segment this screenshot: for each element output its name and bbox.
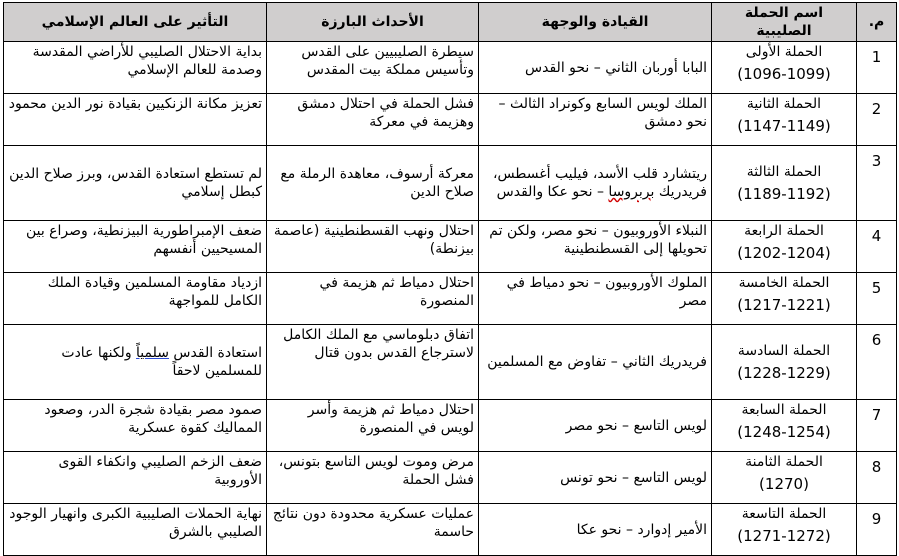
row-index: 2 <box>857 94 897 146</box>
crusade-name: الحملة التاسعة <box>741 506 827 522</box>
table-row <box>4 325 897 400</box>
leadership-cell: النبلاء الأوروبيون – نحو مصر، ولكن تم تحويلها إلى القسطنطينية <box>479 221 712 273</box>
table-row <box>4 504 897 556</box>
crusade-name-cell <box>712 42 857 94</box>
table-row <box>4 400 897 452</box>
impact-cell <box>4 325 267 400</box>
impact-cell: لم تستطع استعادة القدس، وبرز صلاح الدين كبطل إسلامي <box>4 146 267 221</box>
table-row <box>4 452 897 504</box>
table-row <box>4 273 897 325</box>
crusade-name-cell <box>712 400 857 452</box>
events-cell: مرض وموت لويس التاسع بتونس، فشل الحملة <box>267 452 479 504</box>
crusade-name: الحملة السادسة <box>737 343 831 359</box>
crusade-dates: (1189-1192) <box>737 185 831 203</box>
row-index: 6 <box>857 325 897 400</box>
events-cell: سيطرة الصليبيين على القدس وتأسيس مملكة بيت المقدس <box>267 42 479 94</box>
crusades-table <box>3 2 897 556</box>
impact-cell: صمود مصر بقيادة شجرة الدر، وصعود المماليك كقوة عسكرية <box>4 400 267 452</box>
leadership-cell: لويس التاسع – نحو مصر <box>479 400 712 452</box>
leadership-cell: الملك لويس السابع وكونراد الثالث – نحو دمشق <box>479 94 712 146</box>
events-cell: احتلال دمياط ثم هزيمة في المنصورة <box>267 273 479 325</box>
crusade-name: الحملة الثانية <box>746 96 822 112</box>
events-cell: عمليات عسكرية محدودة دون نتائج حاسمة <box>267 504 479 556</box>
leadership-cell: لويس التاسع – نحو تونس <box>479 452 712 504</box>
crusade-dates: (1270) <box>759 475 809 493</box>
leadership-cell: فريدريك الثاني – تفاوض مع المسلمين <box>479 325 712 400</box>
events-cell: فشل الحملة في احتلال دمشق وهزيمة في معركة <box>267 94 479 146</box>
crusade-dates: (1271-1272) <box>737 527 831 545</box>
crusade-name-cell <box>712 452 857 504</box>
crusade-dates: (1217-1221) <box>737 296 831 314</box>
impact-text-part: استعادة القدس <box>168 345 262 361</box>
table-row <box>4 221 897 273</box>
crusade-dates: (1228-1229) <box>737 364 831 382</box>
crusade-dates: (1202-1204) <box>737 244 831 262</box>
events-cell: معركة أرسوف، معاهدة الرملة مع صلاح الدين <box>267 146 479 221</box>
crusade-name: الحملة الرابعة <box>744 223 824 239</box>
table-row <box>4 146 897 221</box>
crusade-name: الحملة السابعة <box>741 402 827 418</box>
crusade-name-cell <box>712 325 857 400</box>
leadership-cell: الأمير إدوارد – نحو عكا <box>479 504 712 556</box>
spellcheck-word: بربروسا <box>608 184 655 200</box>
header-impact: التأثير على العالم الإسلامي <box>4 3 267 42</box>
impact-text-part: ولكنها عادت للمسلمين لاحقاً <box>61 345 262 379</box>
crusade-name: الحملة الأولى <box>745 44 823 60</box>
crusades-table-container <box>3 2 896 556</box>
impact-cell: نهاية الحملات الصليبية الكبرى وانهيار الوجود الصليبي بالشرق <box>4 504 267 556</box>
row-index: 7 <box>857 400 897 452</box>
crusade-name-cell <box>712 146 857 221</box>
leadership-text-part: – نحو عكا والقدس <box>496 184 609 200</box>
crusade-name-cell <box>712 94 857 146</box>
leadership-text-part: ريتشارد قلب الأسد، فيليب أغسطس، فريدريك <box>492 166 707 200</box>
leadership-cell <box>479 146 712 221</box>
header-row <box>4 3 897 42</box>
row-index: 9 <box>857 504 897 556</box>
row-index: 8 <box>857 452 897 504</box>
row-index: 5 <box>857 273 897 325</box>
header-events: الأحداث البارزة <box>267 3 479 42</box>
impact-cell: ازدياد مقاومة المسلمين وقيادة الملك الكامل للمواجهة <box>4 273 267 325</box>
table-row <box>4 94 897 146</box>
impact-cell: ضعف الزخم الصليبي وانكفاء القوى الأوروبية <box>4 452 267 504</box>
events-cell: احتلال دمياط ثم هزيمة وأسر لويس في المنصورة <box>267 400 479 452</box>
crusade-name-cell <box>712 273 857 325</box>
crusade-name: الحملة الثالثة <box>746 164 822 180</box>
leadership-cell: الملوك الأوروبيون – نحو دمياط في مصر <box>479 273 712 325</box>
leadership-cell: البابا أوربان الثاني – نحو القدس <box>479 42 712 94</box>
row-index: 4 <box>857 221 897 273</box>
events-cell: اتفاق دبلوماسي مع الملك الكامل لاسترجاع القدس بدون قتال <box>267 325 479 400</box>
spellcheck-word: سلمياً <box>136 345 169 361</box>
crusade-name-cell <box>712 221 857 273</box>
header-index: م. <box>857 3 897 42</box>
impact-cell: ضعف الإمبراطورية البيزنطية، وصراع بين المسيحيين أنفسهم <box>4 221 267 273</box>
crusade-name: الحملة الثامنة <box>745 454 823 470</box>
crusade-dates: (1147-1149) <box>737 117 831 135</box>
impact-cell: بداية الاحتلال الصليبي للأراضي المقدسة وصدمة للعالم الإسلامي <box>4 42 267 94</box>
crusade-dates: (1248-1254) <box>737 423 831 441</box>
table-row <box>4 42 897 94</box>
crusade-dates: (1096-1099) <box>737 65 831 83</box>
impact-cell: تعزيز مكانة الزنكيين بقيادة نور الدين محمود <box>4 94 267 146</box>
crusade-name-cell <box>712 504 857 556</box>
header-name: اسم الحملة الصليبية <box>712 3 857 42</box>
header-leadership: القيادة والوجهة <box>479 3 712 42</box>
row-index: 1 <box>857 42 897 94</box>
crusade-name: الحملة الخامسة <box>738 275 830 291</box>
events-cell: احتلال ونهب القسطنطينية (عاصمة بيزنطة) <box>267 221 479 273</box>
row-index: 3 <box>857 146 897 221</box>
